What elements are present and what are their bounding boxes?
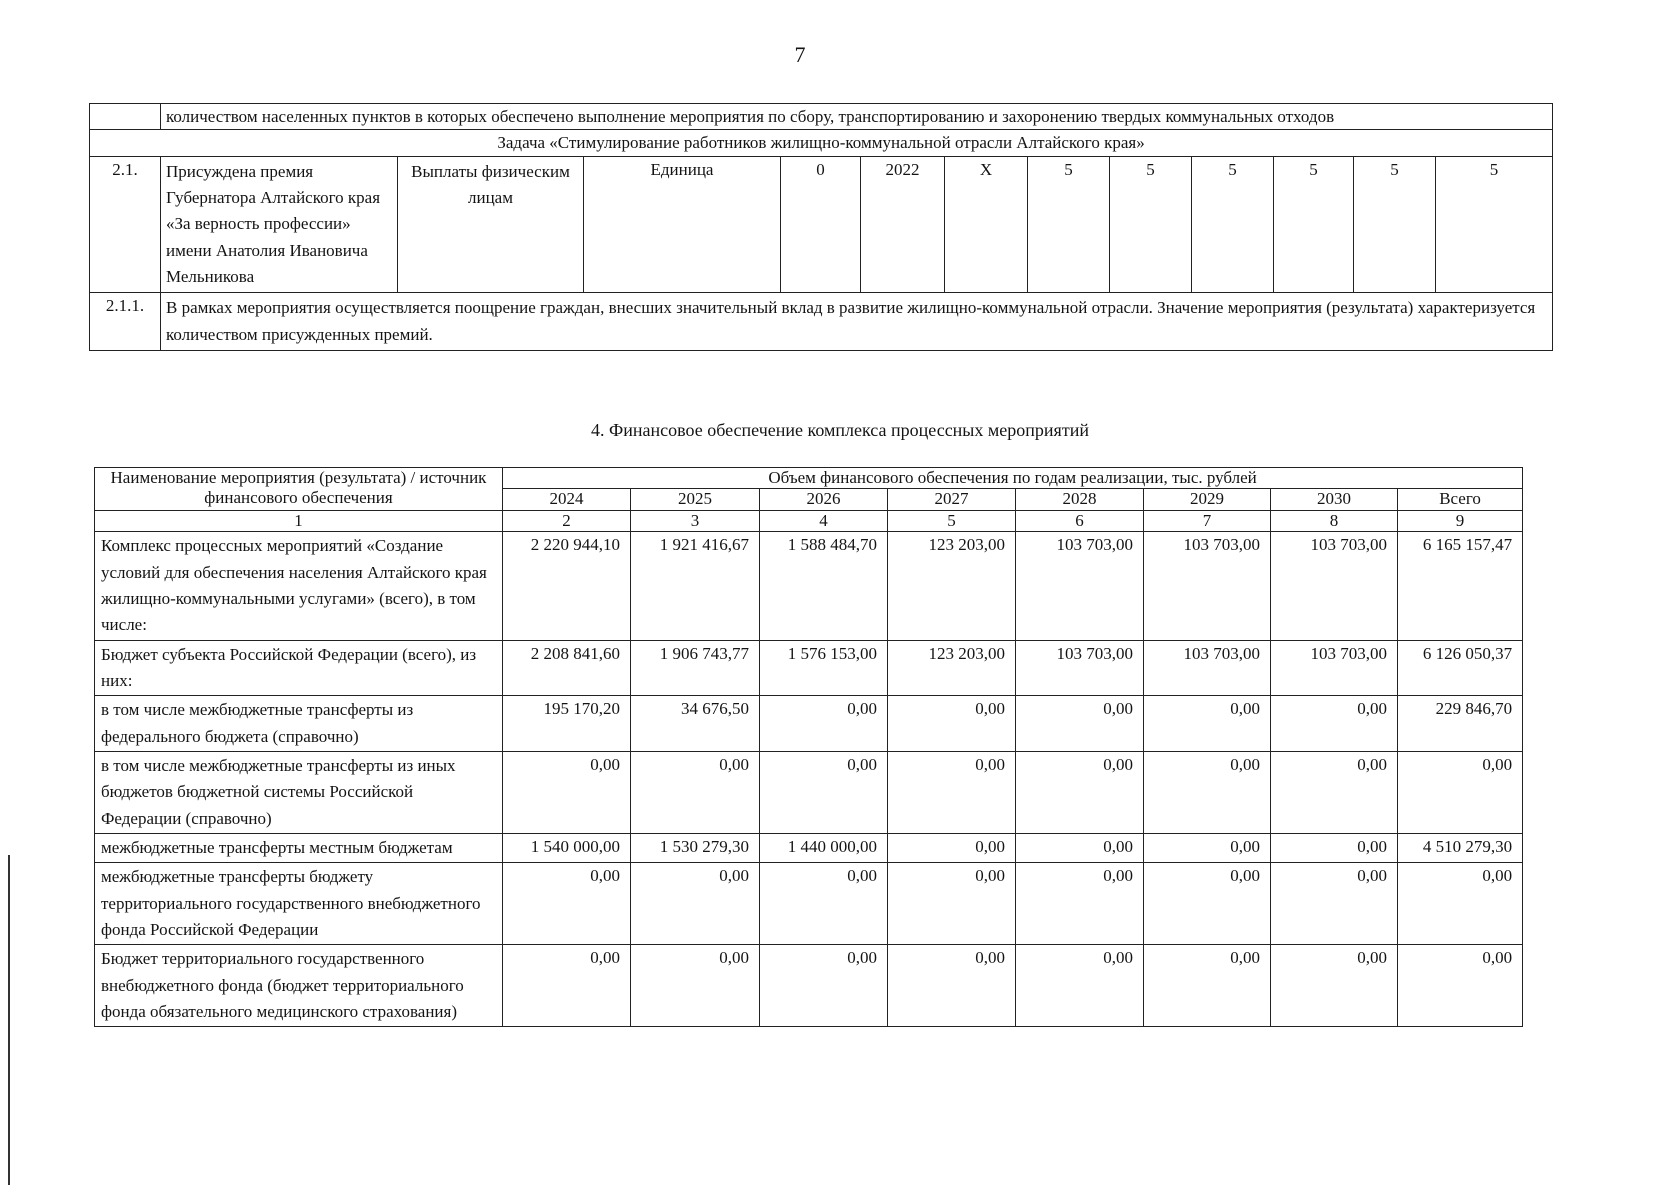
amount-cell: 0,00 — [1144, 833, 1271, 862]
header-total: Всего — [1398, 489, 1523, 510]
amount-cell: 0,00 — [631, 751, 760, 833]
amount-cell: 34 676,50 — [631, 696, 760, 752]
amount-cell: 1 921 416,67 — [631, 532, 760, 640]
amount-cell: 0,00 — [503, 751, 631, 833]
year-value: 5 — [1192, 156, 1274, 293]
amount-cell: 229 846,70 — [1398, 696, 1523, 752]
source-name: в том числе межбюджетные трансферты из федерального бюджета (справочно) — [95, 696, 503, 752]
year-value: 5 — [1110, 156, 1192, 293]
amount-cell: 103 703,00 — [1016, 640, 1144, 696]
column-number: 9 — [1398, 510, 1523, 531]
amount-cell: 0,00 — [1016, 945, 1144, 1027]
amount-cell: 0,00 — [1144, 863, 1271, 945]
row-number: 2.1. — [90, 156, 161, 293]
indicators-table — [89, 103, 1553, 351]
amount-cell: 2 220 944,10 — [503, 532, 631, 640]
description-cell: В рамках мероприятия осуществляется поощрение граждан, внесших значительный вклад в развитие жилищно-коммунальной отрасли. Значение мероприятия (результата) характеризуется количеством присужденных премий. — [161, 293, 1553, 351]
amount-cell: 6 126 050,37 — [1398, 640, 1523, 696]
year-value: 5 — [1274, 156, 1354, 293]
amount-cell: 0,00 — [1016, 833, 1144, 862]
base-value: 0 — [781, 156, 861, 293]
amount-cell: 0,00 — [888, 863, 1016, 945]
amount-cell: 0,00 — [631, 945, 760, 1027]
header-year: 2028 — [1016, 489, 1144, 510]
header-year: 2027 — [888, 489, 1016, 510]
table-row — [95, 532, 1523, 640]
amount-cell: 0,00 — [1398, 863, 1523, 945]
source-name: Бюджет субъекта Российской Федерации (всего), из них: — [95, 640, 503, 696]
header-year: 2030 — [1271, 489, 1398, 510]
base-year: 2022 — [861, 156, 945, 293]
amount-cell: 0,00 — [1398, 751, 1523, 833]
amount-cell: 0,00 — [888, 696, 1016, 752]
column-numbers-row — [95, 510, 1523, 531]
indicator-name: Присуждена премия Губернатора Алтайского края «За верность профессии» имени Анатолия Ивановича Мельникова — [161, 156, 398, 293]
column-number: 3 — [631, 510, 760, 531]
source-name: межбюджетные трансферты бюджету территориального государственного внебюджетного фонда Российской Федерации — [95, 863, 503, 945]
amount-cell: 0,00 — [760, 696, 888, 752]
column-number: 4 — [760, 510, 888, 531]
financing-rows — [95, 532, 1523, 1027]
amount-cell: 0,00 — [888, 833, 1016, 862]
task-row — [90, 130, 1553, 156]
indicator-type: Выплаты физическим лицам — [398, 156, 584, 293]
table-row — [95, 863, 1523, 945]
amount-cell: 103 703,00 — [1271, 532, 1398, 640]
amount-cell: 123 203,00 — [888, 532, 1016, 640]
amount-cell: 1 540 000,00 — [503, 833, 631, 862]
x-mark: Х — [945, 156, 1028, 293]
amount-cell: 0,00 — [1271, 945, 1398, 1027]
amount-cell: 103 703,00 — [1271, 640, 1398, 696]
amount-cell: 0,00 — [888, 751, 1016, 833]
continued-text-cell: количеством населенных пунктов в которых обеспечено выполнение мероприятия по сбору, транспортированию и захоронению твердых коммунальных отходов — [161, 104, 1553, 130]
amount-cell: 2 208 841,60 — [503, 640, 631, 696]
column-number: 5 — [888, 510, 1016, 531]
amount-cell: 1 530 279,30 — [631, 833, 760, 862]
amount-cell: 0,00 — [1144, 696, 1271, 752]
column-number: 6 — [1016, 510, 1144, 531]
table-row — [95, 640, 1523, 696]
table-row — [95, 945, 1523, 1027]
financing-table — [94, 467, 1523, 1027]
header-year: 2029 — [1144, 489, 1271, 510]
amount-cell: 4 510 279,30 — [1398, 833, 1523, 862]
source-name: межбюджетные трансферты местным бюджетам — [95, 833, 503, 862]
amount-cell: 0,00 — [760, 751, 888, 833]
column-number: 2 — [503, 510, 631, 531]
page-number: 7 — [794, 42, 806, 67]
amount-cell: 0,00 — [1271, 751, 1398, 833]
amount-cell: 0,00 — [1016, 696, 1144, 752]
amount-cell: 0,00 — [1144, 945, 1271, 1027]
amount-cell: 195 170,20 — [503, 696, 631, 752]
amount-cell: 0,00 — [760, 863, 888, 945]
amount-cell: 0,00 — [503, 863, 631, 945]
table-row — [95, 833, 1523, 862]
table-row — [95, 751, 1523, 833]
amount-cell: 103 703,00 — [1144, 532, 1271, 640]
amount-cell: 0,00 — [1398, 945, 1523, 1027]
header-name: Наименование мероприятия (результата) / источник финансового обеспечения — [95, 468, 503, 511]
amount-cell: 0,00 — [1271, 863, 1398, 945]
year-value: 5 — [1436, 156, 1553, 293]
source-name: Бюджет территориального государственного внебюджетного фонда (бюджет территориального фонда обязательного медицинского страхования) — [95, 945, 503, 1027]
amount-cell: 0,00 — [631, 863, 760, 945]
section-title: 4. Финансовое обеспечение комплекса процессных мероприятий — [591, 420, 1089, 440]
amount-cell: 6 165 157,47 — [1398, 532, 1523, 640]
amount-cell: 0,00 — [888, 945, 1016, 1027]
amount-cell: 0,00 — [1016, 751, 1144, 833]
amount-cell: 0,00 — [503, 945, 631, 1027]
column-number: 8 — [1271, 510, 1398, 531]
year-value: 5 — [1354, 156, 1436, 293]
header-year: 2025 — [631, 489, 760, 510]
amount-cell: 0,00 — [1016, 863, 1144, 945]
indicator-unit: Единица — [584, 156, 781, 293]
amount-cell: 1 588 484,70 — [760, 532, 888, 640]
amount-cell: 1 576 153,00 — [760, 640, 888, 696]
amount-cell: 0,00 — [1144, 751, 1271, 833]
source-name: в том числе межбюджетные трансферты из иных бюджетов бюджетной системы Российской Федерации (справочно) — [95, 751, 503, 833]
amount-cell: 103 703,00 — [1144, 640, 1271, 696]
table-row — [90, 156, 1553, 293]
row-number: 2.1.1. — [90, 293, 161, 351]
header-row — [95, 468, 1523, 489]
header-year: 2024 — [503, 489, 631, 510]
amount-cell: 1 440 000,00 — [760, 833, 888, 862]
amount-cell: 0,00 — [1271, 696, 1398, 752]
table-row — [90, 104, 1553, 130]
task-title-cell: Задача «Стимулирование работников жилищно-коммунальной отрасли Алтайского края» — [90, 130, 1553, 156]
amount-cell: 123 203,00 — [888, 640, 1016, 696]
amount-cell: 0,00 — [1271, 833, 1398, 862]
amount-cell: 103 703,00 — [1016, 532, 1144, 640]
amount-cell: 1 906 743,77 — [631, 640, 760, 696]
scan-margin-line — [8, 855, 10, 1185]
column-number: 1 — [95, 510, 503, 531]
table-row — [90, 293, 1553, 351]
year-value: 5 — [1028, 156, 1110, 293]
table-row — [95, 696, 1523, 752]
source-name: Комплекс процессных мероприятий «Создание условий для обеспечения населения Алтайского края жилищно-коммунальными услугами» (всего), в том числе: — [95, 532, 503, 640]
column-number: 7 — [1144, 510, 1271, 531]
amount-cell: 0,00 — [760, 945, 888, 1027]
header-volume: Объем финансового обеспечения по годам реализации, тыс. рублей — [503, 468, 1523, 489]
header-year: 2026 — [760, 489, 888, 510]
